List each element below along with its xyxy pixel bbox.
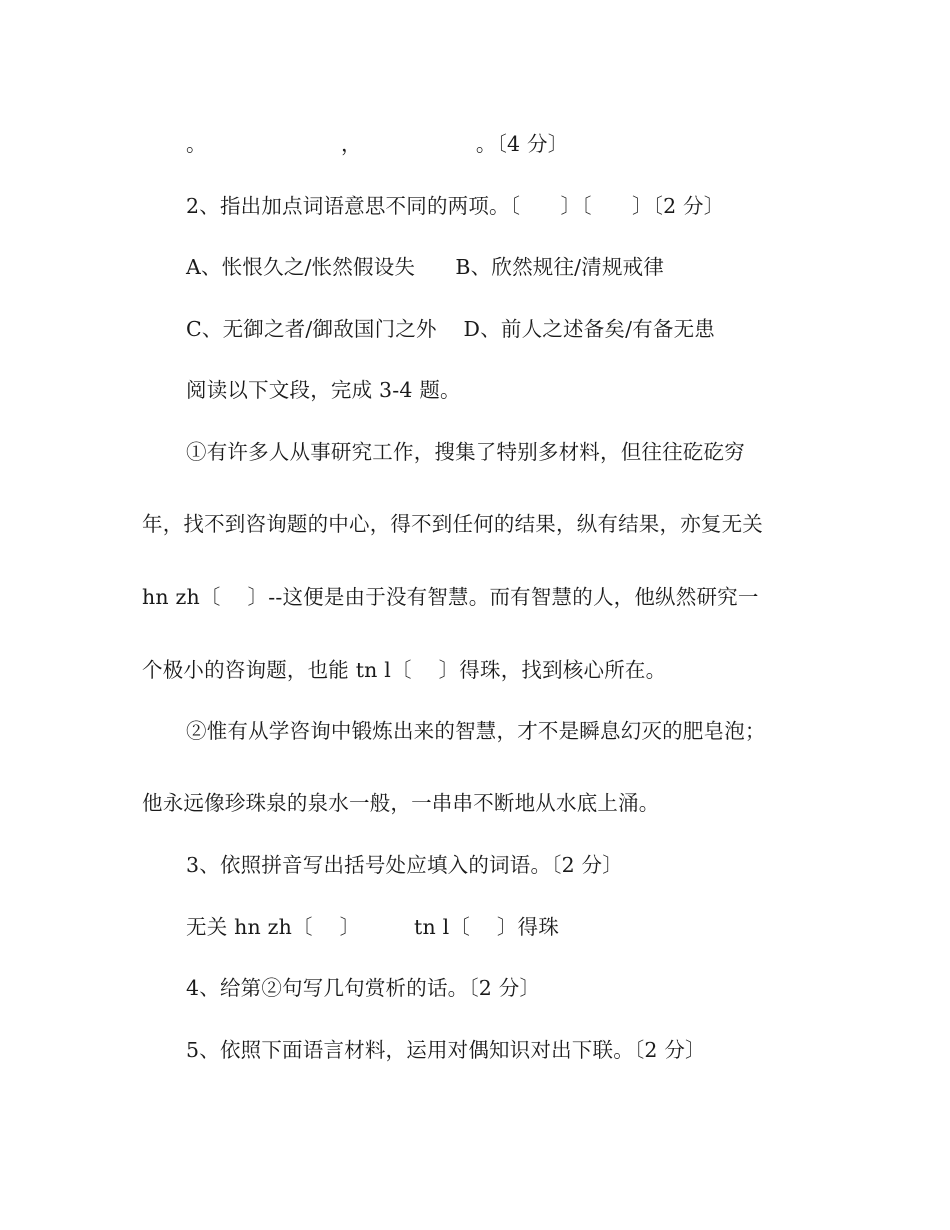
question-3: 3、依照拼音写出括号处应填入的词语。〔2 分〕 xyxy=(186,853,623,877)
options-c-d: C、无御之者/御敌国门之外 D、前人之述备矣/有备无患 xyxy=(186,317,715,341)
passage-paragraph-1-line-2: 年，找不到咨询题的中心，得不到任何的结果，纵有结果，亦复无关 xyxy=(142,512,763,536)
passage-paragraph-1-line-4: 个极小的咨询题，也能 tn l〔 〕得珠，找到核心所在。 xyxy=(142,658,667,682)
passage-paragraph-2-line-1: ②惟有从学咨询中锻炼出来的智慧，才不是瞬息幻灭的肥皂泡； xyxy=(186,719,766,743)
question-3-fill-line: 无关 hn zh〔 〕 tn l〔 〕得珠 xyxy=(186,915,560,939)
question-5: 5、依照下面语言材料，运用对偶知识对出下联。〔2 分〕 xyxy=(186,1038,706,1062)
passage-paragraph-1-line-3: hn zh〔 〕--这便是由于没有智慧。而有智慧的人，他纵然研究一 xyxy=(142,585,759,609)
answer-blanks-line: 。 ， 。〔4 分〕 xyxy=(186,132,569,156)
reading-instruction: 阅读以下文段，完成 3-4 题。 xyxy=(186,378,461,402)
passage-paragraph-2-line-2: 他永远像珍珠泉的泉水一般，一串串不断地从水底上涌。 xyxy=(142,791,660,815)
passage-paragraph-1-line-1: ①有许多人从事研究工作，搜集了特别多材料，但往往矻矻穷 xyxy=(186,440,745,464)
options-a-b: A、怅恨久之/怅然假设失 B、欣然规往/清规戒律 xyxy=(186,255,665,279)
question-2: 2、指出加点词语意思不同的两项。〔 〕〔 〕〔2 分〕 xyxy=(186,194,725,218)
question-4: 4、给第②句写几句赏析的话。〔2 分〕 xyxy=(186,976,541,1000)
